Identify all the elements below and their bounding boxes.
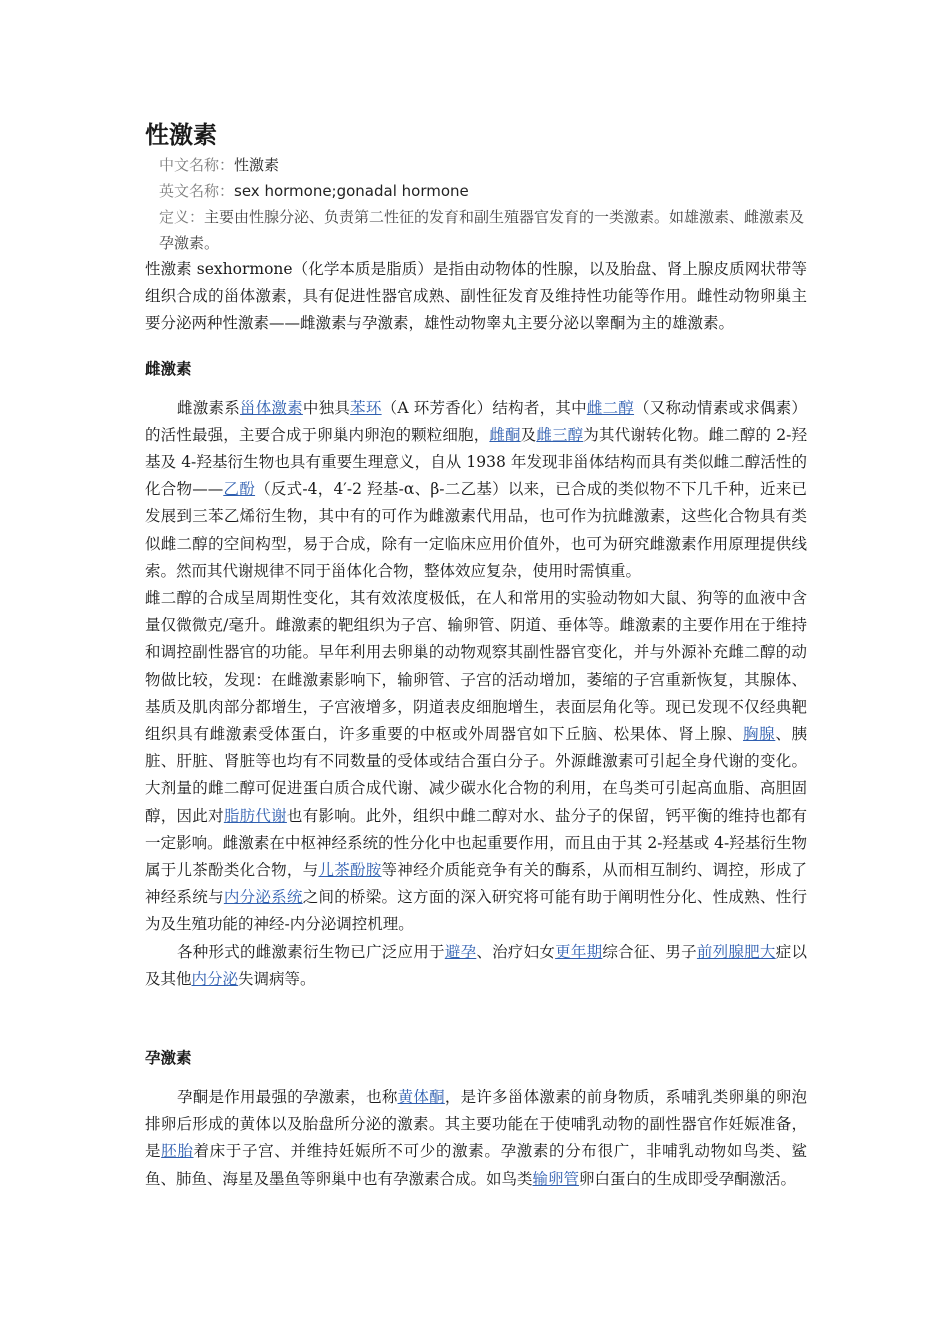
chinese-name-value: 性激素 xyxy=(234,156,280,174)
text-run: 之间的桥梁。这方面的深入研究将可能有助于阐明性分化、性成熟、性行为及生殖功能的神经-内分泌调控机理。 xyxy=(145,888,807,934)
text-run: 为其代谢转化物。雌二醇的 2-羟基及 4-羟基衍生物也具有重要生理意义，自从 1938 年发现非甾体结构而具有类似雌二醇活性的化合物—— xyxy=(145,425,807,499)
text-run: （又称动情素或求偶素）的活性最强，主要合成于卵巢内卵泡的颗粒细胞， xyxy=(145,398,807,444)
link-menopause[interactable]: 更年期 xyxy=(555,942,603,961)
chinese-name-row xyxy=(145,152,807,178)
text-run: 着床于子宫、并维持妊娠所不可少的激素。孕激素的分布很广，非哺乳动物如鸟类、鲨鱼、肺鱼、海星及墨鱼等卵巢中也有孕激素合成。如鸟类 xyxy=(145,1142,807,1188)
link-endocrine[interactable]: 内分泌 xyxy=(191,969,239,988)
definition-value: 主要由性腺分泌、负责第二性征的发育和副生殖器官发育的一类激素。如雄激素、雌激素及孕激素。 xyxy=(159,208,805,252)
link-fat-metabolism[interactable]: 脂肪代谢 xyxy=(223,806,287,825)
link-progesterone[interactable]: 黄体酮 xyxy=(397,1088,445,1107)
text-run: （A 环芳香化）结构者，其中 xyxy=(381,398,587,417)
link-endocrine-system[interactable]: 内分泌系统 xyxy=(223,888,303,907)
link-estrone[interactable]: 雌酮 xyxy=(489,425,521,444)
link-steroid-hormone[interactable]: 甾体激素 xyxy=(239,398,303,417)
text-run: 雌激素系 xyxy=(177,398,240,417)
text-run: 等神经介质能竞争有关的酶系，从而相互制约、调控，形成了神经系统与 xyxy=(145,861,807,907)
text-run: 及 xyxy=(520,425,537,444)
text-run: 雌二醇的合成呈周期性变化，其有效浓度极低，在人和常用的实验动物如大鼠、狗等的血液中含量仅微微克/毫升。雌激素的靶组织为子宫、输卵管、阴道、垂体等。雌激素的主要作用在于维持和调控副性器官的功能。早年利用去卵巢的动物观察其副性器官变化，并与外源补充雌二醇的动物做比较，发现：在雌激素影响下，输卵管、子宫的活动增加，萎缩的子宫重新恢复，其腺体、基质及肌肉部分都增生，子宫液增多，阴道表皮细胞增生，表面层角化等。现已发现不仅经典靶组织具有雌激素受体蛋白，许多重要的中枢或外周器官如下丘脑、松果体、肾上腺、 xyxy=(145,589,807,744)
estrogen-paragraph-1 xyxy=(145,395,807,585)
document-body xyxy=(145,118,807,1193)
section-heading-progesterone: 孕激素 xyxy=(145,1049,192,1068)
link-thymus[interactable]: 胸腺 xyxy=(742,725,776,744)
link-benzene-ring[interactable]: 苯环 xyxy=(350,398,382,417)
section-heading-estrogen: 雌激素 xyxy=(145,359,192,378)
text-run: 各种形式的雌激素衍生物已广泛应用于 xyxy=(177,942,445,961)
link-catecholamine[interactable]: 儿茶酚胺 xyxy=(318,861,382,880)
text-run: 、胰脏、肝脏、肾脏等也均有不同数量的受体或结合蛋白分子。外源雌激素可引起全身代谢的变化。大剂量的雌二醇可促进蛋白质合成代谢、减少碳水化合物的利用，在鸟类可引起高血脂、高胆固醇，因此对 xyxy=(145,725,807,825)
text-run: 也有影响。此外，组织中雌二醇对水、盐分子的保留，钙平衡的维持也都有一定影响。雌激素在中枢神经系统的性分化中也起重要作用，而且由于其 2-羟基或 4-羟基衍生物属于儿茶酚类化合物，与 xyxy=(145,806,807,880)
text-run: 中独具 xyxy=(302,398,351,417)
definition-label: 定义： xyxy=(159,208,205,226)
intro-paragraph: 性激素 sexhormone（化学本质是脂质）是指由动物体的性腺，以及胎盘、肾上腺皮质网状带等组织合成的甾体激素，具有促进性器官成熟、副性征发育及维持性功能等作用。雌性动物卵巢主要分泌两种性激素——雌激素与孕激素，雄性动物睾丸主要分泌以睾酮为主的雄激素。 xyxy=(145,260,807,333)
text-run: ，是许多甾体激素的前身物质，系哺乳类卵巢的卵泡排卵后形成的黄体以及胎盘所分泌的激素。其主要功能在于使哺乳动物的副性器官作妊娠准备，是 xyxy=(145,1088,807,1161)
english-name-row xyxy=(145,178,807,204)
link-embryo[interactable]: 胚胎 xyxy=(161,1142,194,1161)
link-prostate-hyperplasia[interactable]: 前列腺肥大 xyxy=(696,942,776,961)
text-run: 症以及其他 xyxy=(145,942,807,988)
estrogen-paragraph-2 xyxy=(145,585,807,939)
link-stilbestrol[interactable]: 乙酚 xyxy=(223,480,256,499)
text-run: 卵白蛋白的生成即受孕酮激活。 xyxy=(579,1169,797,1188)
estrogen-paragraph-3 xyxy=(145,939,807,993)
text-run: 综合征、男子 xyxy=(602,942,697,961)
english-name-label: 英文名称： xyxy=(159,182,235,200)
text-run: 失调病等。 xyxy=(238,969,316,988)
text-run: （反式-4，4′-2 羟基-α、β-二乙基）以来，已合成的类似物不下几千种，近来已发展到三苯乙烯衍生物，其中有的可作为雌激素代用品，也可作为抗雌激素，这些化合物具有类似雌二醇的空间构型，易于合成，除有一定临床应用价值外，也可为研究雌激素作用原理提供线索。然而其代谢规律不同于甾体化合物，整体效应复杂，使用时需慎重。 xyxy=(145,480,807,580)
page-title: 性激素 xyxy=(145,121,217,149)
text-run: 、治疗妇女 xyxy=(476,942,556,961)
link-estradiol[interactable]: 雌二醇 xyxy=(586,398,635,417)
definition-row xyxy=(145,204,807,256)
link-contraception[interactable]: 避孕 xyxy=(444,942,477,961)
english-name-value: sex hormone;gonadal hormone xyxy=(234,182,469,200)
progesterone-paragraph-1 xyxy=(145,1084,807,1193)
link-estriol[interactable]: 雌三醇 xyxy=(536,425,584,444)
chinese-name-label: 中文名称： xyxy=(159,156,235,174)
text-run: 孕酮是作用最强的孕激素，也称 xyxy=(177,1088,398,1107)
link-oviduct[interactable]: 输卵管 xyxy=(532,1169,580,1188)
